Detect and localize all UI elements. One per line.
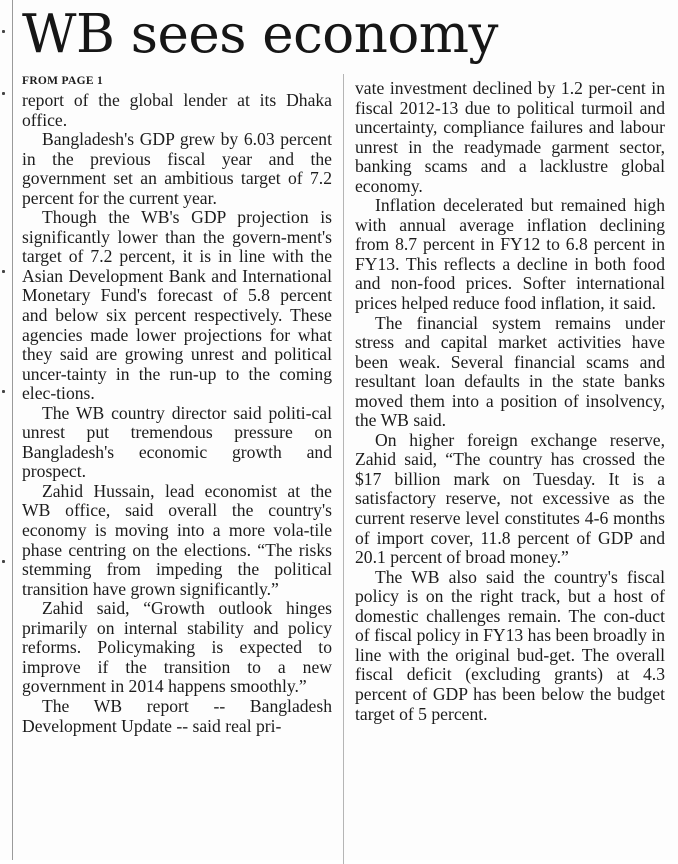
paragraph: Bangladesh's GDP grew by 6.03 percent in the previous fiscal year and the government set an ambitious target of 7.2 percent for the current year. (22, 129, 332, 208)
paragraph: Zahid said, “Growth outlook hinges primarily on internal stability and policy reforms. Policymaking is expected to improve if the transition to a new government in 2014 happens smoothly.” (22, 598, 332, 697)
column-divider (343, 74, 344, 864)
paragraph: The WB country director said politi-cal unrest put tremendous pressure on Bangladesh's economic growth and prospect. (22, 402, 332, 482)
paragraph: On higher foreign exchange reserve, Zahid said, “The country has crossed the $17 billion mark on Tuesday. It is a satisfactory reserve, not excessive as the current reserve level constitutes 4-6 months of import cover, 11.8 percent of GDP and 20.1 percent of broad money.” (355, 429, 665, 568)
edge-mark (2, 30, 5, 33)
paragraph: The WB report -- Bangladesh Development Update -- said real pri- (22, 695, 332, 736)
right-column (355, 79, 665, 724)
paragraph: Inflation decelerated but remained high with annual average inflation declining from 8.7 percent in FY12 to 6.8 percent in FY13. This reflects a decline in both food and non-food prices. Softer international prices helped reduce food inflation, it said. (355, 195, 665, 314)
paragraph: The WB also said the country's fiscal policy is on the right track, but a host of domestic challenges remain. The con-duct of fiscal policy in FY13 has been broadly in line with the original bud-get. The overall fiscal deficit (excluding grants) at 4.3 percent of GDP has been below the budget target of 5 percent. (355, 566, 665, 724)
left-column (22, 72, 332, 736)
headline: WB sees economy (22, 4, 498, 65)
page-edge-rule (12, 0, 13, 860)
paragraph: vate investment declined by 1.2 per-cent in fiscal 2012-13 due to political turmoil and uncertainty, compliance failures and labour unrest in the readymade garment sector, banking scams and a lacklustre global economy. (355, 78, 665, 196)
paragraph: The financial system remains under stress and capital market activities have been weak. Several financial scams and resultant loan defaults in the state banks moved them into a position of insolvency, the WB said. (355, 312, 665, 431)
edge-mark (2, 560, 5, 563)
paragraph: Though the WB's GDP projection is significantly lower than the govern-ment's target of 7.2 percent, it is in line with the Asian Development Bank and International Monetary Fund's forecast of 5.8 percent and below six percent respectively. These agencies made lower projections for what they said are growing unrest and political uncer-tainty in the run-up to the coming elec-tions. (22, 207, 332, 404)
paragraph: Zahid Hussain, lead economist at the WB office, said overall the country's economy is moving into a more vola-tile phase centring on the elections. “The risks stemming from impeding the political transition have grown significantly.” (22, 480, 332, 599)
continuation-kicker: FROM PAGE 1 (22, 75, 104, 87)
edge-mark (2, 270, 5, 273)
edge-mark (2, 390, 5, 393)
edge-mark (2, 92, 5, 95)
paragraph: report of the global lender at its Dhaka office. (22, 90, 332, 130)
